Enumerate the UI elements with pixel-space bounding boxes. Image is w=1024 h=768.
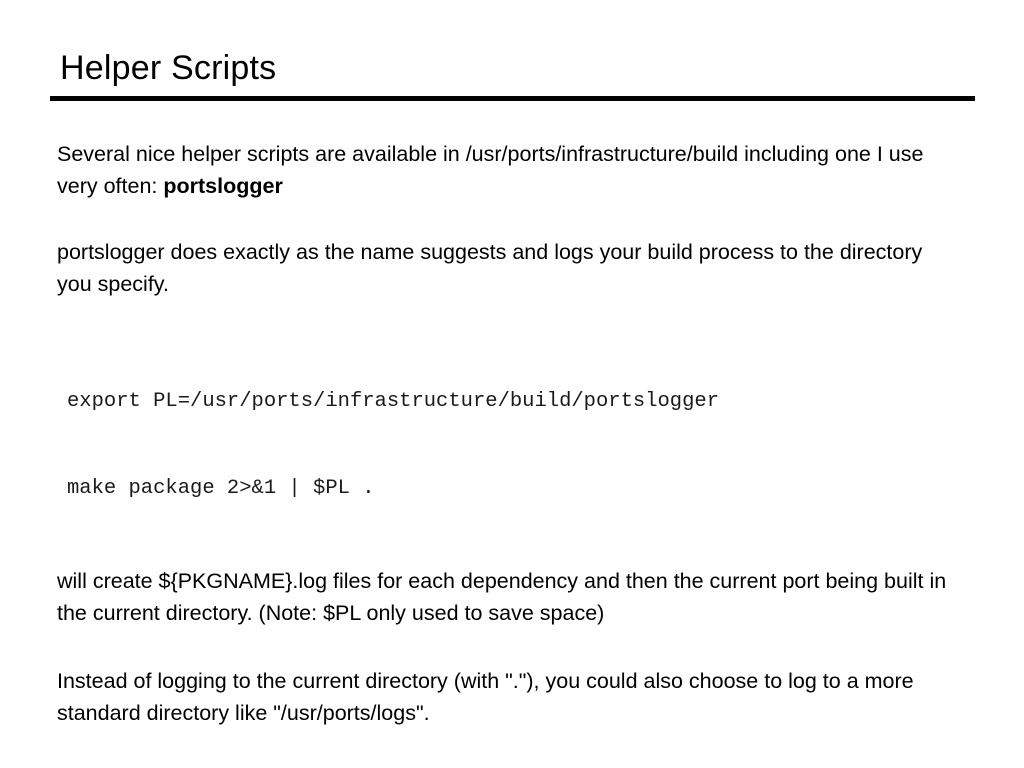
intro-line-2-prefix: including one I use very often: — [57, 142, 924, 198]
intro-line-1: Several nice helper scripts are available in /usr/ports/infrastructure/build — [57, 142, 739, 166]
code-block — [67, 329, 957, 561]
code-line-make: make package 2>&1 | $PL . — [67, 477, 375, 500]
page-title: Helper Scripts — [60, 49, 277, 87]
slide-body — [57, 138, 957, 729]
intro-paragraph — [57, 138, 957, 202]
result-paragraph: will create ${PKGNAME}.log files for each dependency and then the current port being built in the current directory. (Note: $PL only used to save space) — [57, 569, 947, 625]
description-paragraph: portslogger does exactly as the name suggests and logs your build process to the directory you specify. — [57, 240, 923, 296]
alternative-paragraph: Instead of logging to the current directory (with "."), you could also choose to log to a more standard directory like "/usr/ports/logs". — [57, 669, 914, 725]
title-divider — [50, 96, 975, 101]
code-line-export: export PL=/usr/ports/infrastructure/build/portslogger — [67, 390, 720, 413]
portslogger-emphasis: portslogger — [163, 174, 283, 198]
